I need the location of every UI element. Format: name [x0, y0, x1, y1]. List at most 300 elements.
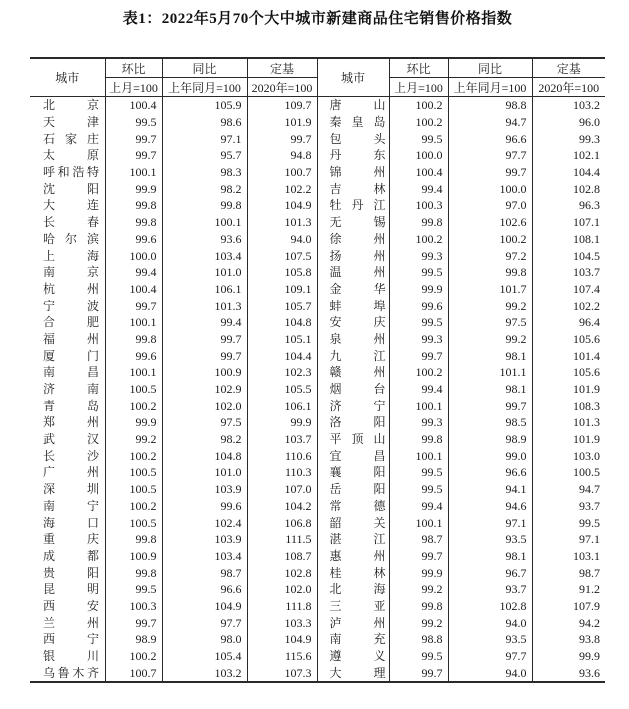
- base-value-right: 102.8: [532, 180, 605, 197]
- mom-value-left: 99.8: [105, 564, 162, 581]
- mom-value-left: 99.7: [105, 614, 162, 631]
- yoy-value-left: 97.1: [162, 130, 247, 147]
- yoy-value-left: 102.9: [162, 381, 247, 398]
- base-value-right: 94.2: [532, 614, 605, 631]
- city-cell-left: [30, 498, 105, 515]
- city-name: 桂林: [329, 565, 386, 580]
- city-name: 上海: [43, 248, 99, 263]
- header-base-right: 定基: [532, 58, 605, 78]
- base-value-left: 104.2: [247, 498, 317, 515]
- yoy-value-left: 98.6: [162, 114, 247, 131]
- city-cell-right: [317, 514, 389, 531]
- city-cell-right: [317, 247, 389, 264]
- city-name: 秦皇岛: [329, 115, 386, 130]
- yoy-value-right: 101.7: [448, 281, 532, 298]
- city-name: 宁波: [43, 298, 99, 313]
- mom-value-left: 99.7: [105, 130, 162, 147]
- city-name: 贵阳: [43, 565, 99, 580]
- city-name: 吉林: [329, 181, 386, 196]
- city-cell-left: [30, 598, 105, 615]
- table-row: [30, 397, 605, 414]
- mom-value-right: 99.7: [389, 664, 448, 682]
- base-value-right: 93.7: [532, 498, 605, 515]
- base-value-right: 99.3: [532, 130, 605, 147]
- yoy-value-left: 100.9: [162, 364, 247, 381]
- yoy-value-left: 96.6: [162, 581, 247, 598]
- mom-value-left: 99.6: [105, 347, 162, 364]
- city-cell-left: [30, 331, 105, 348]
- city-cell-right: [317, 397, 389, 414]
- mom-value-left: 99.8: [105, 531, 162, 548]
- base-value-right: 107.4: [532, 281, 605, 298]
- table-row: [30, 264, 605, 281]
- page-title: 表1：2022年5月70个大中城市新建商品住宅销售价格指数: [122, 11, 513, 27]
- table-row: [30, 614, 605, 631]
- city-cell-left: [30, 631, 105, 648]
- mom-value-left: 99.7: [105, 297, 162, 314]
- table-row: [30, 347, 605, 364]
- table-row: [30, 464, 605, 481]
- city-name: 金华: [329, 281, 386, 296]
- city-name: 沈阳: [43, 181, 99, 196]
- city-name: 丹东: [329, 148, 386, 163]
- header-city-right: 城市: [317, 58, 389, 97]
- yoy-value-left: 101.0: [162, 264, 247, 281]
- yoy-value-right: 98.8: [448, 97, 532, 114]
- subheader-base-left: 2020年=100: [247, 78, 317, 97]
- yoy-value-left: 98.2: [162, 180, 247, 197]
- city-cell-left: [30, 314, 105, 331]
- city-name: 湛江: [329, 532, 386, 547]
- base-value-right: 99.9: [532, 648, 605, 665]
- city-name: 福州: [43, 331, 99, 346]
- base-value-right: 96.3: [532, 197, 605, 214]
- city-cell-right: [317, 381, 389, 398]
- base-value-right: 94.7: [532, 481, 605, 498]
- table-row: [30, 180, 605, 197]
- city-cell-right: [317, 231, 389, 248]
- base-value-left: 99.9: [247, 414, 317, 431]
- mom-value-right: 99.8: [389, 214, 448, 231]
- mom-value-right: 99.2: [389, 614, 448, 631]
- base-value-left: 107.0: [247, 481, 317, 498]
- subheader-yoy-left: 上年同月=100: [162, 78, 247, 97]
- yoy-value-right: 100.0: [448, 180, 532, 197]
- city-cell-left: [30, 481, 105, 498]
- city-name: 南昌: [43, 365, 99, 380]
- city-cell-right: [317, 264, 389, 281]
- table-row: [30, 97, 605, 114]
- yoy-value-left: 105.9: [162, 97, 247, 114]
- city-name: 济南: [43, 382, 99, 397]
- table-row: [30, 548, 605, 565]
- base-value-right: 101.4: [532, 347, 605, 364]
- base-value-right: 101.3: [532, 414, 605, 431]
- city-name: 乌鲁木齐: [43, 665, 99, 680]
- yoy-value-left: 98.0: [162, 631, 247, 648]
- base-value-left: 106.8: [247, 514, 317, 531]
- base-value-right: 101.9: [532, 431, 605, 448]
- mom-value-left: 100.5: [105, 381, 162, 398]
- yoy-value-right: 96.6: [448, 130, 532, 147]
- yoy-value-left: 93.6: [162, 231, 247, 248]
- base-value-left: 94.0: [247, 231, 317, 248]
- yoy-value-right: 99.0: [448, 447, 532, 464]
- city-name: 青岛: [43, 398, 99, 413]
- base-value-right: 97.1: [532, 531, 605, 548]
- city-name: 济宁: [329, 398, 386, 413]
- mom-value-right: 99.8: [389, 598, 448, 615]
- yoy-value-right: 94.0: [448, 614, 532, 631]
- city-cell-right: [317, 130, 389, 147]
- city-cell-right: [317, 631, 389, 648]
- mom-value-left: 99.6: [105, 231, 162, 248]
- price-index-table: [30, 57, 605, 683]
- yoy-value-right: 99.7: [448, 164, 532, 181]
- city-cell-right: [317, 147, 389, 164]
- yoy-value-right: 99.8: [448, 264, 532, 281]
- city-name: 重庆: [43, 532, 99, 547]
- table-row: [30, 531, 605, 548]
- city-name: 南京: [43, 265, 99, 280]
- mom-value-left: 99.8: [105, 331, 162, 348]
- table-row: [30, 564, 605, 581]
- yoy-value-right: 97.2: [448, 247, 532, 264]
- base-value-right: 107.9: [532, 598, 605, 615]
- mom-value-left: 98.9: [105, 631, 162, 648]
- base-value-left: 107.5: [247, 247, 317, 264]
- city-cell-right: [317, 564, 389, 581]
- table-row: [30, 414, 605, 431]
- city-name: 大连: [43, 198, 99, 213]
- base-value-left: 104.9: [247, 197, 317, 214]
- city-cell-left: [30, 381, 105, 398]
- table-row: [30, 631, 605, 648]
- city-cell-left: [30, 214, 105, 231]
- yoy-value-right: 97.7: [448, 147, 532, 164]
- city-name: 太原: [43, 148, 99, 163]
- city-name: 成都: [43, 548, 99, 563]
- base-value-right: 98.7: [532, 564, 605, 581]
- city-cell-right: [317, 214, 389, 231]
- base-value-left: 99.7: [247, 130, 317, 147]
- city-name: 银川: [43, 649, 99, 664]
- city-name: 深圳: [43, 482, 99, 497]
- city-name: 厦门: [43, 348, 99, 363]
- mom-value-right: 99.3: [389, 247, 448, 264]
- table-row: [30, 498, 605, 515]
- city-name: 南宁: [43, 498, 99, 513]
- city-name: 温州: [329, 265, 386, 280]
- mom-value-left: 100.4: [105, 281, 162, 298]
- yoy-value-left: 105.4: [162, 648, 247, 665]
- base-value-left: 101.9: [247, 114, 317, 131]
- base-value-left: 100.7: [247, 164, 317, 181]
- city-name: 扬州: [329, 248, 386, 263]
- city-cell-left: [30, 414, 105, 431]
- yoy-value-right: 101.1: [448, 364, 532, 381]
- base-value-right: 103.1: [532, 548, 605, 565]
- base-value-right: 107.1: [532, 214, 605, 231]
- base-value-left: 105.7: [247, 297, 317, 314]
- city-name: 杭州: [43, 281, 99, 296]
- city-name: 长沙: [43, 448, 99, 463]
- city-cell-right: [317, 481, 389, 498]
- mom-value-right: 100.4: [389, 164, 448, 181]
- mom-value-left: 99.8: [105, 197, 162, 214]
- table-row: [30, 247, 605, 264]
- city-cell-left: [30, 614, 105, 631]
- base-value-left: 110.3: [247, 464, 317, 481]
- city-name: 泉州: [329, 331, 386, 346]
- city-cell-right: [317, 648, 389, 665]
- city-cell-right: [317, 664, 389, 682]
- city-name: 西宁: [43, 632, 99, 647]
- yoy-value-right: 98.5: [448, 414, 532, 431]
- city-cell-left: [30, 431, 105, 448]
- subheader-base-right: 2020年=100: [532, 78, 605, 97]
- city-name: 石家庄: [43, 131, 99, 146]
- city-name: 兰州: [43, 615, 99, 630]
- city-cell-left: [30, 164, 105, 181]
- base-value-right: 105.6: [532, 331, 605, 348]
- city-cell-right: [317, 498, 389, 515]
- city-cell-left: [30, 297, 105, 314]
- base-value-left: 115.6: [247, 648, 317, 665]
- city-name: 襄阳: [329, 465, 386, 480]
- city-name: 北京: [43, 98, 99, 113]
- yoy-value-right: 98.1: [448, 347, 532, 364]
- city-cell-left: [30, 231, 105, 248]
- mom-value-right: 99.6: [389, 297, 448, 314]
- yoy-value-right: 97.1: [448, 514, 532, 531]
- mom-value-left: 99.5: [105, 581, 162, 598]
- yoy-value-right: 99.7: [448, 397, 532, 414]
- yoy-value-left: 101.3: [162, 297, 247, 314]
- mom-value-left: 100.1: [105, 364, 162, 381]
- base-value-right: 99.5: [532, 514, 605, 531]
- table-row: [30, 231, 605, 248]
- city-cell-left: [30, 364, 105, 381]
- table-row: [30, 514, 605, 531]
- city-cell-right: [317, 347, 389, 364]
- mom-value-right: 99.7: [389, 347, 448, 364]
- city-cell-right: [317, 114, 389, 131]
- city-name: 烟台: [329, 382, 386, 397]
- table-row: [30, 197, 605, 214]
- mom-value-left: 99.8: [105, 214, 162, 231]
- base-value-right: 103.7: [532, 264, 605, 281]
- city-cell-left: [30, 447, 105, 464]
- mom-value-left: 100.3: [105, 598, 162, 615]
- city-cell-left: [30, 581, 105, 598]
- yoy-value-left: 102.0: [162, 397, 247, 414]
- table-row: [30, 447, 605, 464]
- city-name: 平顶山: [329, 432, 386, 447]
- base-value-left: 111.8: [247, 598, 317, 615]
- mom-value-left: 100.9: [105, 548, 162, 565]
- mom-value-left: 100.4: [105, 97, 162, 114]
- mom-value-left: 100.2: [105, 648, 162, 665]
- mom-value-left: 100.2: [105, 447, 162, 464]
- mom-value-right: 99.5: [389, 264, 448, 281]
- yoy-value-left: 103.4: [162, 247, 247, 264]
- city-cell-left: [30, 180, 105, 197]
- table-row: [30, 581, 605, 598]
- city-name: 九江: [329, 348, 386, 363]
- city-cell-left: [30, 97, 105, 114]
- mom-value-right: 99.9: [389, 564, 448, 581]
- yoy-value-right: 94.6: [448, 498, 532, 515]
- city-name: 安庆: [329, 315, 386, 330]
- mom-value-right: 100.3: [389, 197, 448, 214]
- yoy-value-right: 98.1: [448, 548, 532, 565]
- yoy-value-left: 103.9: [162, 531, 247, 548]
- mom-value-left: 100.5: [105, 464, 162, 481]
- base-value-left: 110.6: [247, 447, 317, 464]
- base-value-right: 96.0: [532, 114, 605, 131]
- yoy-value-left: 95.7: [162, 147, 247, 164]
- city-cell-right: [317, 314, 389, 331]
- city-name: 宜昌: [329, 448, 386, 463]
- yoy-value-right: 102.8: [448, 598, 532, 615]
- city-name: 唐山: [329, 98, 386, 113]
- base-value-right: 108.1: [532, 231, 605, 248]
- mom-value-right: 99.4: [389, 498, 448, 515]
- city-cell-right: [317, 598, 389, 615]
- city-cell-left: [30, 648, 105, 665]
- yoy-value-left: 99.4: [162, 314, 247, 331]
- mom-value-left: 100.5: [105, 514, 162, 531]
- table-row: [30, 598, 605, 615]
- base-value-left: 102.8: [247, 564, 317, 581]
- yoy-value-left: 98.3: [162, 164, 247, 181]
- table-body: [30, 97, 605, 683]
- base-value-left: 102.0: [247, 581, 317, 598]
- table-row: [30, 214, 605, 231]
- yoy-value-right: 94.7: [448, 114, 532, 131]
- table-row: [30, 431, 605, 448]
- city-cell-right: [317, 331, 389, 348]
- mom-value-right: 100.1: [389, 397, 448, 414]
- mom-value-right: 100.0: [389, 147, 448, 164]
- mom-value-right: 99.3: [389, 414, 448, 431]
- city-cell-right: [317, 431, 389, 448]
- base-value-left: 103.3: [247, 614, 317, 631]
- yoy-value-left: 103.9: [162, 481, 247, 498]
- yoy-value-right: 96.7: [448, 564, 532, 581]
- city-cell-left: [30, 347, 105, 364]
- base-value-left: 104.9: [247, 631, 317, 648]
- yoy-value-left: 98.2: [162, 431, 247, 448]
- city-cell-left: [30, 281, 105, 298]
- mom-value-left: 99.5: [105, 114, 162, 131]
- base-value-left: 109.7: [247, 97, 317, 114]
- city-cell-right: [317, 364, 389, 381]
- yoy-value-right: 97.0: [448, 197, 532, 214]
- yoy-value-left: 97.5: [162, 414, 247, 431]
- table-row: [30, 114, 605, 131]
- yoy-value-right: 102.6: [448, 214, 532, 231]
- base-value-left: 111.5: [247, 531, 317, 548]
- city-name: 徐州: [329, 231, 386, 246]
- city-name: 呼和浩特: [43, 165, 99, 180]
- yoy-value-right: 97.7: [448, 648, 532, 665]
- base-value-right: 96.4: [532, 314, 605, 331]
- mom-value-right: 99.3: [389, 331, 448, 348]
- base-value-right: 103.0: [532, 447, 605, 464]
- mom-value-right: 99.7: [389, 548, 448, 565]
- mom-value-left: 100.0: [105, 247, 162, 264]
- base-value-left: 109.1: [247, 281, 317, 298]
- city-cell-right: [317, 447, 389, 464]
- base-value-left: 104.8: [247, 314, 317, 331]
- mom-value-right: 100.2: [389, 114, 448, 131]
- city-name: 海口: [43, 515, 99, 530]
- city-name: 包头: [329, 131, 386, 146]
- yoy-value-left: 99.8: [162, 197, 247, 214]
- city-name: 无锡: [329, 215, 386, 230]
- yoy-value-right: 97.5: [448, 314, 532, 331]
- header-base-left: 定基: [247, 58, 317, 78]
- table-row: [30, 481, 605, 498]
- yoy-value-left: 99.6: [162, 498, 247, 515]
- city-cell-left: [30, 664, 105, 682]
- yoy-value-right: 93.7: [448, 581, 532, 598]
- yoy-value-right: 96.6: [448, 464, 532, 481]
- table-row: [30, 331, 605, 348]
- city-cell-right: [317, 548, 389, 565]
- yoy-value-right: 94.0: [448, 664, 532, 682]
- base-value-right: 93.6: [532, 664, 605, 682]
- city-cell-left: [30, 564, 105, 581]
- city-name: 武汉: [43, 432, 99, 447]
- base-value-right: 105.6: [532, 364, 605, 381]
- city-cell-right: [317, 464, 389, 481]
- subheader-mom-left: 上月=100: [105, 78, 162, 97]
- mom-value-left: 99.2: [105, 431, 162, 448]
- yoy-value-right: 98.1: [448, 381, 532, 398]
- mom-value-left: 99.9: [105, 180, 162, 197]
- mom-value-left: 99.7: [105, 147, 162, 164]
- yoy-value-right: 94.1: [448, 481, 532, 498]
- table-row: [30, 314, 605, 331]
- mom-value-right: 98.7: [389, 531, 448, 548]
- yoy-value-right: 93.5: [448, 631, 532, 648]
- mom-value-right: 98.8: [389, 631, 448, 648]
- city-name: 合肥: [43, 315, 99, 330]
- city-cell-left: [30, 548, 105, 565]
- base-value-left: 105.8: [247, 264, 317, 281]
- yoy-value-left: 99.7: [162, 347, 247, 364]
- mom-value-right: 99.9: [389, 281, 448, 298]
- city-name: 赣州: [329, 365, 386, 380]
- city-cell-left: [30, 531, 105, 548]
- city-cell-right: [317, 164, 389, 181]
- city-name: 常德: [329, 498, 386, 513]
- city-cell-right: [317, 414, 389, 431]
- city-name: 遵义: [329, 649, 386, 664]
- yoy-value-left: 98.7: [162, 564, 247, 581]
- base-value-left: 94.8: [247, 147, 317, 164]
- city-name: 泸州: [329, 615, 386, 630]
- city-cell-left: [30, 130, 105, 147]
- mom-value-left: 100.2: [105, 498, 162, 515]
- city-name: 岳阳: [329, 482, 386, 497]
- yoy-value-left: 97.7: [162, 614, 247, 631]
- base-value-right: 104.4: [532, 164, 605, 181]
- mom-value-right: 100.2: [389, 97, 448, 114]
